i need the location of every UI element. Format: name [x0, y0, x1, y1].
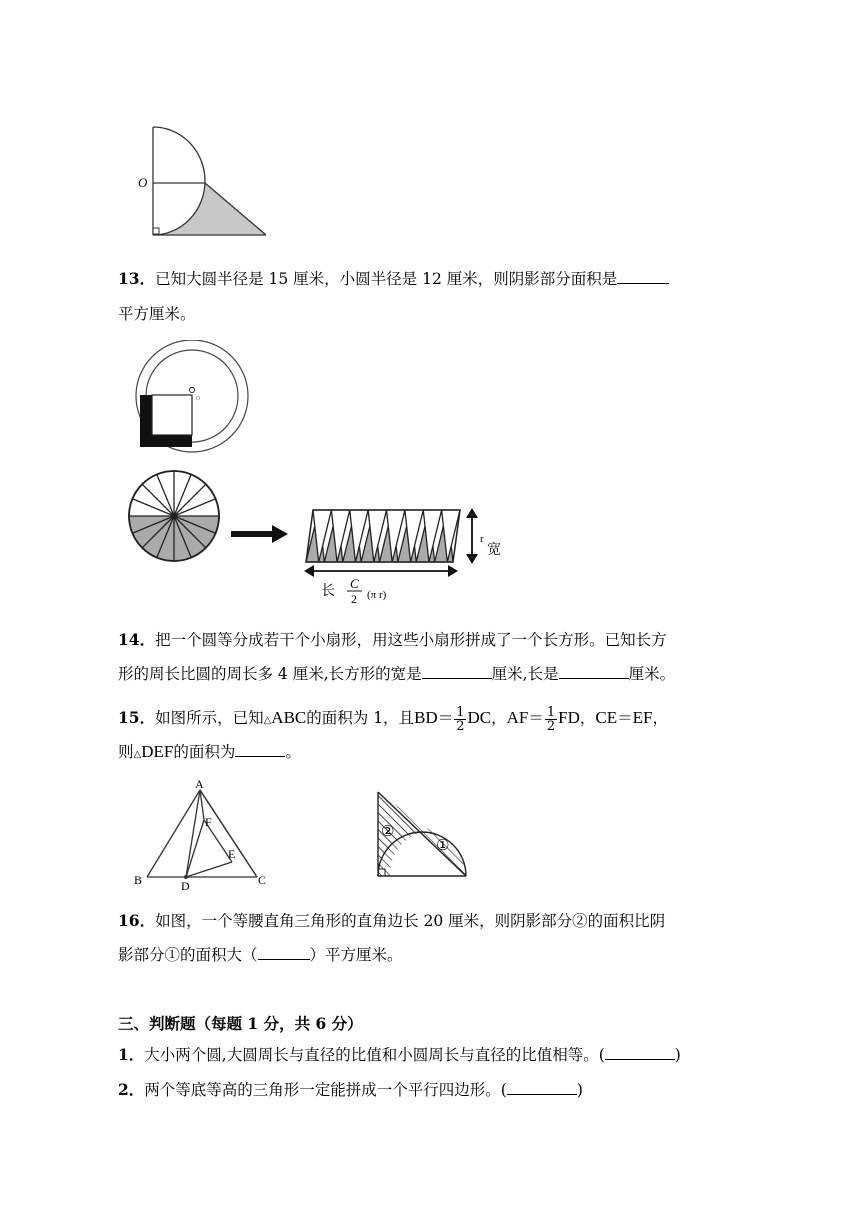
label-width: 宽 [487, 542, 501, 558]
figure-concentric-circles [132, 340, 256, 455]
label-frac-2: 2 [351, 592, 357, 606]
region-2-mark: ② [381, 822, 395, 840]
q15-text4: 的面积为 [173, 743, 236, 761]
q14-text2a: 形的周长比圆的周长多 4 厘米,长方形的宽是 [118, 665, 422, 683]
q16-number: 16． [118, 911, 156, 930]
q13-text1: 已知大圆半径是 15 厘米，小圆半径是 12 厘米，则阴影部分面积是 [155, 270, 618, 288]
q15-fraction2 [545, 706, 557, 733]
q15-line2 [118, 741, 301, 766]
judge1-number: 1． [118, 1045, 145, 1064]
q15-ef: EF [632, 708, 653, 727]
q15-text5: 。 [285, 743, 301, 761]
label-o-circles: O [196, 396, 201, 402]
q13-text2: 平方厘米。 [118, 305, 196, 323]
q16-text1: 如图，一个等腰直角三角形的直角边长 20 厘米，则阴影部分②的面积比阴 [155, 912, 666, 930]
q15-text2: 的面积为 1，且 [306, 709, 415, 727]
q15-comma: ， [652, 709, 669, 727]
q14-line1 [118, 629, 667, 651]
label-long: 长 [321, 583, 335, 599]
label-pir: (π r) [367, 589, 387, 601]
q15-def: DEF [141, 742, 174, 761]
judge1-text: 大小两个圆,大圆周长与直径的比值和小圆周长与直径的比值相等。( [144, 1046, 605, 1064]
judge2-answer-blank[interactable] [507, 1080, 577, 1095]
q15-comma: ， [491, 709, 507, 727]
vertex-e: E [228, 847, 236, 861]
label-o: O [138, 175, 148, 190]
q15-text3: 则 [118, 743, 134, 761]
q15-fd: FD [558, 708, 580, 727]
q14-number: 14． [118, 630, 156, 649]
vertex-d: D [181, 879, 190, 890]
q13-number: 13． [118, 269, 156, 288]
q15-text1: 如图所示，已知 [155, 709, 264, 727]
judge-2 [118, 1079, 583, 1101]
q14-width-blank[interactable] [422, 664, 492, 679]
figure-right-triangle [368, 786, 478, 882]
q14-text2c: 厘米。 [628, 665, 676, 683]
judge2-text: 两个等底等高的三角形一定能拼成一个平行四边形。( [144, 1081, 507, 1099]
q14-line2 [118, 663, 675, 685]
region-1-mark: ① [436, 836, 450, 854]
section3-title: 三、判断题（每题 1 分，共 6 分） [118, 1014, 363, 1033]
q16-line2 [118, 944, 403, 966]
q13-line2 [118, 303, 196, 325]
frac-num: 1 [456, 704, 465, 720]
vertex-c: C [258, 873, 267, 887]
q15-dc: DC [467, 708, 492, 727]
q15-answer-blank[interactable] [235, 742, 285, 757]
q13-line1 [118, 268, 669, 290]
q14-text1: 把一个圆等分成若干个小扇形，用这些小扇形拼成了一个长方形。已知长方 [155, 631, 667, 649]
q15-equals: ＝ [617, 709, 633, 727]
figure-triangle-abc [130, 780, 280, 890]
judge1-answer-blank[interactable] [605, 1045, 675, 1060]
q15-fraction1 [454, 706, 466, 733]
figure-sector-rectangle [128, 470, 518, 606]
vertex-a: A [195, 780, 204, 791]
q15-comma: ， [579, 709, 596, 727]
q16-text2a: 影部分①的面积大（ [118, 946, 258, 964]
q15-ce: CE [595, 708, 618, 727]
frac-num: 1 [546, 704, 556, 720]
q15-number: 15． [118, 708, 156, 727]
frac-den: 2 [456, 718, 465, 734]
label-frac-c: C [350, 576, 359, 591]
q16-text2b: ）平方厘米。 [309, 946, 403, 964]
triangle-symbol: △ [133, 749, 142, 760]
label-r: r [480, 533, 484, 545]
judge2-number: 2． [118, 1080, 145, 1099]
vertex-f: F [205, 815, 212, 829]
judge1-close: ) [674, 1046, 681, 1064]
q14-text2b: 厘米,长是 [491, 665, 559, 683]
q15-abc: ABC [271, 708, 307, 727]
judge-1 [118, 1044, 681, 1066]
q15-equals: ＝ [437, 709, 454, 727]
judge2-close: ) [576, 1081, 583, 1099]
q16-answer-blank[interactable] [258, 945, 310, 960]
q14-length-blank[interactable] [559, 664, 629, 679]
q15-bd: BD [414, 708, 438, 727]
frac-den: 2 [546, 718, 556, 734]
q15-equals: ＝ [528, 709, 544, 727]
q15-af: AF [506, 708, 529, 727]
triangle-symbol: △ [263, 715, 272, 726]
q13-answer-blank[interactable] [617, 269, 669, 284]
q16-line1 [118, 910, 665, 932]
vertex-b: B [134, 873, 143, 887]
q15-line1 [118, 703, 668, 736]
figure-semicircle [130, 120, 275, 242]
